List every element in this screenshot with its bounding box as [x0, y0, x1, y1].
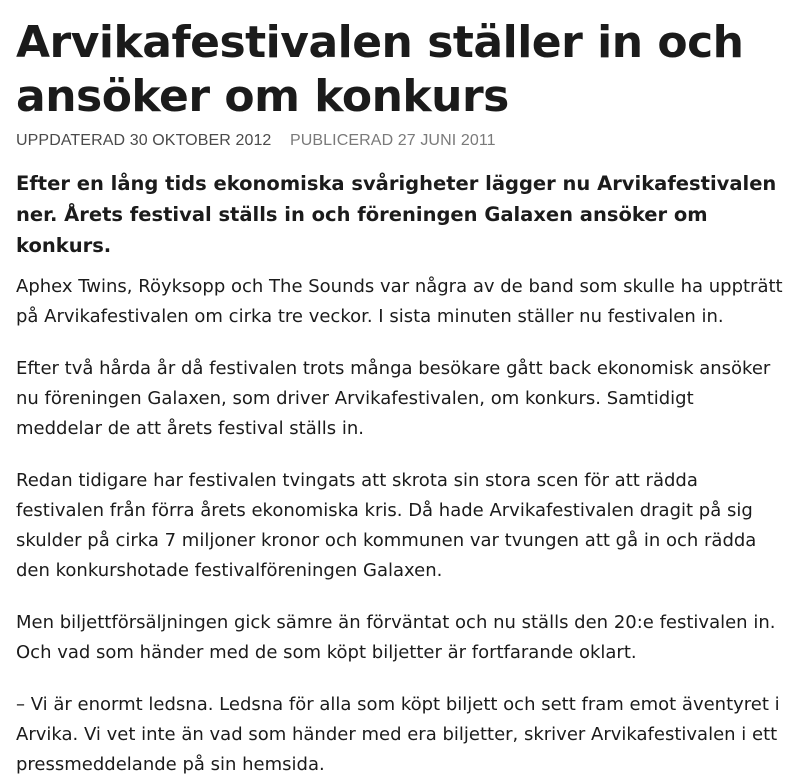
body-paragraph: Efter två hårda år då festivalen trots många besökare gått back ekonomisk ansöker nu föreningen Galaxen, som driver Arvikafestivalen, om konkurs. Samtidigt meddelar de att årets festival ställs in. — [16, 358, 771, 439]
body-paragraph: Redan tidigare har festivalen tvingats att skrota sin stora scen för att rädda festivalen från förra årets ekonomiska kris. Då hade Arvikafestivalen dragit på sig skulder på cirka 7 miljoner kronor och kommunen var tvungen att gå in och rädda den konkurshotade festivalföreningen Galaxen. — [16, 470, 757, 581]
updated-date: UPPDATERAD 30 OKTOBER 2012 — [16, 132, 272, 149]
body-paragraph-quote: – Vi är enormt ledsna. Ledsna för alla som köpt biljett och sett fram emot äventyret i Arvika. Vi vet inte än vad som händer med era biljetter, skriver Arvikafestivalen i ett pressmeddelande på sin hemsida. — [16, 694, 780, 775]
article-body — [16, 272, 784, 780]
article-headline: Arvikafestivalen ställer in och ansöker om konkurs — [16, 17, 744, 122]
body-paragraph: Men biljettförsäljningen gick sämre än förväntat och nu ställs den 20:e festivalen in. Och vad som händer med de som köpt biljetter är fortfarande oklart. — [16, 612, 776, 663]
article-dates — [16, 130, 784, 152]
article-lead: Efter en lång tids ekonomiska svårigheter lägger nu Arvikafestivalen ner. Årets festival ställs in och föreningen Galaxen ansöker om konkurs. — [16, 172, 777, 257]
published-date: PUBLICERAD 27 JUNI 2011 — [289, 132, 496, 149]
body-paragraph: Aphex Twins, Röyksopp och The Sounds var några av de band som skulle ha uppträtt på Arvikafestivalen om cirka tre veckor. I sista minuten ställer nu festivalen in. — [16, 276, 783, 327]
